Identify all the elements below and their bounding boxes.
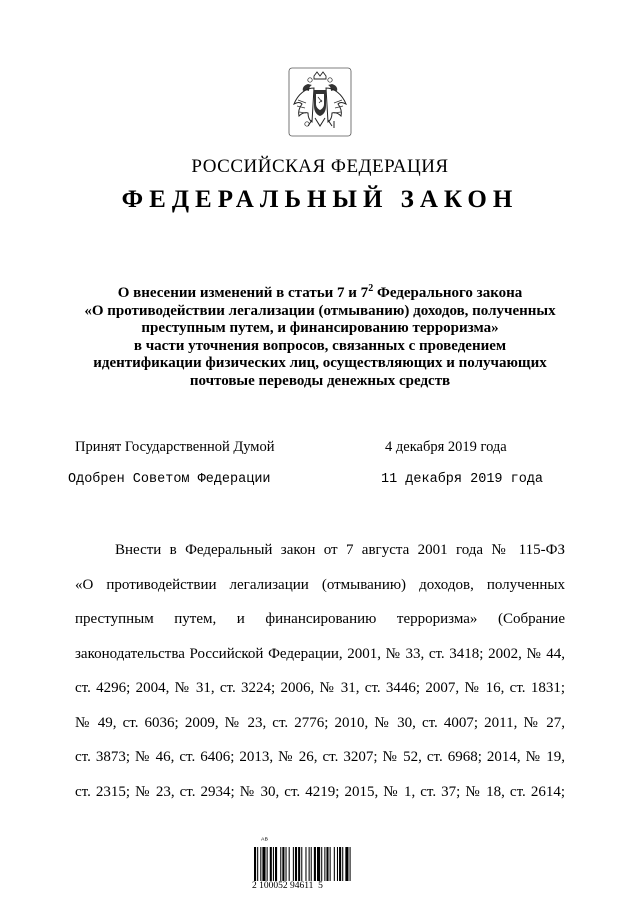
duma-adoption-label: Принят Государственной Думой xyxy=(75,439,275,455)
body-line: ст. 2315; № 23, ст. 2934; № 30, ст. 4219; 2015, № 1, ст. 37; № 18, ст. 2614; xyxy=(75,783,565,800)
body-line: преступным путем, и финансированию терроризма» (Собрание xyxy=(75,611,565,627)
barcode-bar xyxy=(293,847,294,881)
body-line: № 49, ст. 6036; 2009, № 23, ст. 2776; 2010, № 30, ст. 4007; 2011, № 27, xyxy=(75,714,565,731)
barcode-mark: ᴬᴮ xyxy=(261,836,268,845)
coat-of-arms-emblem xyxy=(284,66,356,138)
barcode-bar xyxy=(330,847,331,881)
title-line: преступным путем, и финансированию терроризма» xyxy=(141,320,499,336)
law-title xyxy=(40,285,600,390)
barcode-bar xyxy=(321,847,322,881)
body-line: ст. 4296; 2004, № 31, ст. 3224; 2006, № 31, ст. 3446; 2007, № 16, ст. 1831; xyxy=(75,680,565,696)
body-line: Внести в Федеральный закон от 7 августа 2001 года № 115-ФЗ xyxy=(115,542,565,558)
barcode-bar xyxy=(270,847,272,881)
title-line: «О противодействии легализации (отмыванию) доходов, полученных xyxy=(84,302,556,319)
title-line xyxy=(40,285,600,303)
council-approval-date: 11 декабря 2019 года xyxy=(381,472,544,487)
barcode-bar xyxy=(298,847,300,881)
country-heading: РОССИЙСКАЯ ФЕДЕРАЦИЯ xyxy=(191,156,449,177)
title-line: идентификации физических лиц, осуществляющих и получающих xyxy=(93,355,547,371)
barcode-bar xyxy=(326,847,328,881)
barcode-bar xyxy=(314,847,316,881)
barcode-bar xyxy=(337,847,338,881)
title-superscript: 2 xyxy=(368,283,374,294)
body-line: законодательства Российской Федерации, 2001, № 33, ст. 3418; 2002, № 44, xyxy=(75,645,565,662)
barcode-bar xyxy=(342,847,343,881)
body-line: ст. 3873; № 46, ст. 6406; 2013, № 26, ст. 3207; № 52, ст. 6968; 2014, № 19, xyxy=(75,749,565,765)
barcode-bar xyxy=(280,847,281,881)
barcode-bar xyxy=(345,847,348,881)
barcode-bar xyxy=(254,847,256,881)
barcode-bar xyxy=(257,847,258,881)
barcode-bar xyxy=(282,847,284,881)
barcode-number: 2 100052 94611 5 xyxy=(252,881,323,891)
barcode xyxy=(252,847,386,881)
title-line-text: О внесении изменений в статьи 7 и 7 xyxy=(117,285,369,301)
duma-adoption-date: 4 декабря 2019 года xyxy=(385,439,507,455)
barcode-bar xyxy=(305,847,306,881)
document-type-heading: ФЕДЕРАЛЬНЫЙ ЗАКОН xyxy=(121,186,519,213)
barcode-bar xyxy=(260,847,261,881)
title-line: в части уточнения вопросов, связанных с проведением xyxy=(133,337,507,354)
law-body-text xyxy=(75,540,565,816)
title-line-text: Федерального закона xyxy=(373,285,523,301)
barcode-bar xyxy=(339,847,341,881)
barcode-bar xyxy=(289,847,290,881)
barcode-bar xyxy=(273,847,274,881)
barcode-bar xyxy=(286,847,287,881)
barcode-bar xyxy=(262,847,265,881)
barcode-bar xyxy=(317,847,320,881)
barcode-block xyxy=(252,836,392,896)
council-approval-label: Одобрен Советом Федерации xyxy=(68,472,271,487)
barcode-bar xyxy=(311,847,312,881)
barcode-bar xyxy=(350,847,351,881)
barcode-bar xyxy=(334,847,335,881)
barcode-bar xyxy=(267,847,268,881)
barcode-bar xyxy=(324,847,325,881)
barcode-bar xyxy=(309,847,310,881)
barcode-bar xyxy=(301,847,302,881)
body-line: «О противодействии легализации (отмыванию) доходов, полученных xyxy=(75,576,565,593)
title-line: почтовые переводы денежных средств xyxy=(189,372,451,389)
barcode-bar xyxy=(275,847,277,881)
barcode-bar xyxy=(295,847,297,881)
